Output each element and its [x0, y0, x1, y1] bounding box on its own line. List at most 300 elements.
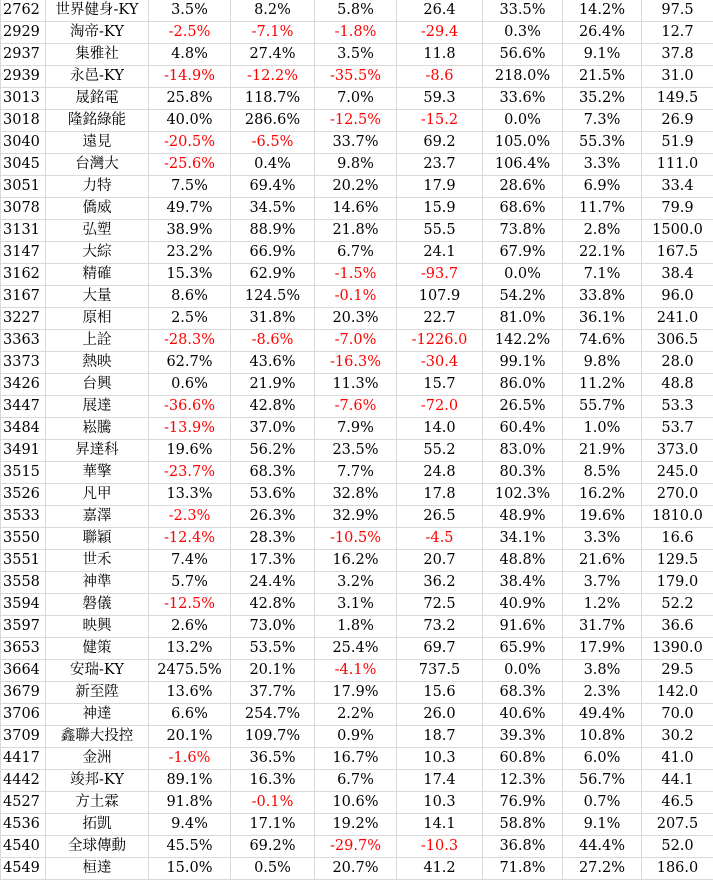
- value-cell-col-4: 15.9: [397, 198, 483, 220]
- value-cell-col-7: 48.8: [642, 374, 713, 396]
- stock-name-cell: 淘帝-KY: [46, 22, 149, 44]
- value-cell-col-5: 71.8%: [483, 858, 563, 880]
- value-cell-col-5: 33.5%: [483, 0, 563, 22]
- value-cell-col-3: 3.1%: [315, 594, 397, 616]
- value-cell-col-7: 1810.0: [642, 506, 713, 528]
- value-cell-col-1: -28.3%: [149, 330, 231, 352]
- value-cell-col-3: 17.9%: [315, 682, 397, 704]
- value-cell-col-6: 9.8%: [563, 352, 642, 374]
- value-cell-col-3: -1.5%: [315, 264, 397, 286]
- stock-code-cell: 3167: [1, 286, 46, 308]
- value-cell-col-1: 15.3%: [149, 264, 231, 286]
- stock-code-cell: 4540: [1, 836, 46, 858]
- value-cell-col-4: -30.4: [397, 352, 483, 374]
- value-cell-col-7: 142.0: [642, 682, 713, 704]
- stock-code-cell: 3664: [1, 660, 46, 682]
- value-cell-col-1: 49.7%: [149, 198, 231, 220]
- stock-name-cell: 神準: [46, 572, 149, 594]
- value-cell-col-6: 22.1%: [563, 242, 642, 264]
- table-row: [1, 726, 713, 748]
- value-cell-col-4: -8.6: [397, 66, 483, 88]
- value-cell-col-4: 55.5: [397, 220, 483, 242]
- value-cell-col-2: 28.3%: [231, 528, 315, 550]
- value-cell-col-6: 44.4%: [563, 836, 642, 858]
- value-cell-col-3: 21.8%: [315, 220, 397, 242]
- stock-code-cell: 2937: [1, 44, 46, 66]
- value-cell-col-3: -12.5%: [315, 110, 397, 132]
- stock-code-cell: 3051: [1, 176, 46, 198]
- value-cell-col-2: -6.5%: [231, 132, 315, 154]
- value-cell-col-2: 53.6%: [231, 484, 315, 506]
- value-cell-col-3: -4.1%: [315, 660, 397, 682]
- value-cell-col-2: 36.5%: [231, 748, 315, 770]
- table-row: [1, 418, 713, 440]
- value-cell-col-6: 1.2%: [563, 594, 642, 616]
- value-cell-col-4: 737.5: [397, 660, 483, 682]
- value-cell-col-2: 24.4%: [231, 572, 315, 594]
- stock-code-cell: 3491: [1, 440, 46, 462]
- value-cell-col-6: 21.6%: [563, 550, 642, 572]
- stock-code-cell: 3018: [1, 110, 46, 132]
- value-cell-col-3: 6.7%: [315, 770, 397, 792]
- stock-name-cell: 精確: [46, 264, 149, 286]
- stock-code-cell: 3594: [1, 594, 46, 616]
- value-cell-col-4: 107.9: [397, 286, 483, 308]
- value-cell-col-7: 97.5: [642, 0, 713, 22]
- table-row: [1, 594, 713, 616]
- value-cell-col-2: 27.4%: [231, 44, 315, 66]
- value-cell-col-4: 15.7: [397, 374, 483, 396]
- value-cell-col-6: 3.3%: [563, 528, 642, 550]
- value-cell-col-4: -29.4: [397, 22, 483, 44]
- value-cell-col-4: 15.6: [397, 682, 483, 704]
- value-cell-col-2: 73.0%: [231, 616, 315, 638]
- stock-name-cell: 磐儀: [46, 594, 149, 616]
- table-row: [1, 198, 713, 220]
- value-cell-col-4: 17.4: [397, 770, 483, 792]
- table-row: [1, 66, 713, 88]
- value-cell-col-5: 105.0%: [483, 132, 563, 154]
- value-cell-col-6: 27.2%: [563, 858, 642, 880]
- value-cell-col-5: 0.3%: [483, 22, 563, 44]
- value-cell-col-3: 9.8%: [315, 154, 397, 176]
- stock-name-cell: 弘塑: [46, 220, 149, 242]
- value-cell-col-3: 33.7%: [315, 132, 397, 154]
- value-cell-col-4: -72.0: [397, 396, 483, 418]
- stock-code-cell: 3447: [1, 396, 46, 418]
- value-cell-col-6: 1.0%: [563, 418, 642, 440]
- value-cell-col-6: 16.2%: [563, 484, 642, 506]
- value-cell-col-2: 66.9%: [231, 242, 315, 264]
- value-cell-col-1: 62.7%: [149, 352, 231, 374]
- value-cell-col-3: 3.2%: [315, 572, 397, 594]
- value-cell-col-1: -14.9%: [149, 66, 231, 88]
- value-cell-col-6: 6.9%: [563, 176, 642, 198]
- value-cell-col-7: 46.5: [642, 792, 713, 814]
- value-cell-col-7: 306.5: [642, 330, 713, 352]
- value-cell-col-3: 14.6%: [315, 198, 397, 220]
- stock-code-cell: 3131: [1, 220, 46, 242]
- value-cell-col-7: 29.5: [642, 660, 713, 682]
- table-row: [1, 792, 713, 814]
- value-cell-col-6: 17.9%: [563, 638, 642, 660]
- value-cell-col-1: 23.2%: [149, 242, 231, 264]
- value-cell-col-7: 44.1: [642, 770, 713, 792]
- stock-code-cell: 4442: [1, 770, 46, 792]
- value-cell-col-3: 20.3%: [315, 308, 397, 330]
- value-cell-col-5: 54.2%: [483, 286, 563, 308]
- stock-name-cell: 力特: [46, 176, 149, 198]
- stock-name-cell: 桓達: [46, 858, 149, 880]
- table-row: [1, 528, 713, 550]
- stock-code-cell: 3653: [1, 638, 46, 660]
- value-cell-col-3: 3.5%: [315, 44, 397, 66]
- value-cell-col-5: 60.4%: [483, 418, 563, 440]
- value-cell-col-1: 91.8%: [149, 792, 231, 814]
- value-cell-col-7: 28.0: [642, 352, 713, 374]
- value-cell-col-5: 40.6%: [483, 704, 563, 726]
- value-cell-col-2: -7.1%: [231, 22, 315, 44]
- value-cell-col-5: 0.0%: [483, 264, 563, 286]
- value-cell-col-2: 124.5%: [231, 286, 315, 308]
- stock-name-cell: 映興: [46, 616, 149, 638]
- value-cell-col-2: 62.9%: [231, 264, 315, 286]
- value-cell-col-4: -10.3: [397, 836, 483, 858]
- value-cell-col-7: 37.8: [642, 44, 713, 66]
- value-cell-col-4: 10.3: [397, 792, 483, 814]
- stock-name-cell: 熱映: [46, 352, 149, 374]
- value-cell-col-1: 2.5%: [149, 308, 231, 330]
- value-cell-col-5: 56.6%: [483, 44, 563, 66]
- value-cell-col-5: 68.6%: [483, 198, 563, 220]
- value-cell-col-5: 48.8%: [483, 550, 563, 572]
- value-cell-col-1: -2.5%: [149, 22, 231, 44]
- stock-code-cell: 3526: [1, 484, 46, 506]
- value-cell-col-4: 14.0: [397, 418, 483, 440]
- value-cell-col-7: 179.0: [642, 572, 713, 594]
- value-cell-col-5: 106.4%: [483, 154, 563, 176]
- stock-name-cell: 華擎: [46, 462, 149, 484]
- table-row: [1, 242, 713, 264]
- table-row: [1, 374, 713, 396]
- value-cell-col-7: 38.4: [642, 264, 713, 286]
- value-cell-col-1: 0.6%: [149, 374, 231, 396]
- stock-code-cell: 3709: [1, 726, 46, 748]
- table-row: [1, 462, 713, 484]
- stock-name-cell: 大量: [46, 286, 149, 308]
- value-cell-col-5: 142.2%: [483, 330, 563, 352]
- value-cell-col-3: 6.7%: [315, 242, 397, 264]
- value-cell-col-7: 36.6: [642, 616, 713, 638]
- value-cell-col-4: 26.0: [397, 704, 483, 726]
- value-cell-col-4: 55.2: [397, 440, 483, 462]
- value-cell-col-7: 31.0: [642, 66, 713, 88]
- value-cell-col-3: -35.5%: [315, 66, 397, 88]
- value-cell-col-7: 53.7: [642, 418, 713, 440]
- value-cell-col-2: 20.1%: [231, 660, 315, 682]
- value-cell-col-7: 207.5: [642, 814, 713, 836]
- value-cell-col-1: 7.5%: [149, 176, 231, 198]
- table-row: [1, 220, 713, 242]
- stock-name-cell: 上詮: [46, 330, 149, 352]
- value-cell-col-1: 25.8%: [149, 88, 231, 110]
- value-cell-col-2: 16.3%: [231, 770, 315, 792]
- value-cell-col-2: 0.5%: [231, 858, 315, 880]
- stock-name-cell: 全球傳動: [46, 836, 149, 858]
- table-row: [1, 176, 713, 198]
- value-cell-col-5: 48.9%: [483, 506, 563, 528]
- value-cell-col-3: 7.7%: [315, 462, 397, 484]
- stock-name-cell: 遠見: [46, 132, 149, 154]
- value-cell-col-6: 19.6%: [563, 506, 642, 528]
- stock-name-cell: 集雅社: [46, 44, 149, 66]
- value-cell-col-7: 12.7: [642, 22, 713, 44]
- value-cell-col-6: 55.3%: [563, 132, 642, 154]
- value-cell-col-2: 254.7%: [231, 704, 315, 726]
- value-cell-col-5: 218.0%: [483, 66, 563, 88]
- value-cell-col-7: 96.0: [642, 286, 713, 308]
- stock-name-cell: 原相: [46, 308, 149, 330]
- value-cell-col-3: 0.9%: [315, 726, 397, 748]
- stock-name-cell: 鑫聯大投控: [46, 726, 149, 748]
- table-row: [1, 572, 713, 594]
- value-cell-col-3: 32.8%: [315, 484, 397, 506]
- value-cell-col-1: 2475.5%: [149, 660, 231, 682]
- table-row: [1, 110, 713, 132]
- value-cell-col-2: 88.9%: [231, 220, 315, 242]
- value-cell-col-6: 26.4%: [563, 22, 642, 44]
- table-row: [1, 638, 713, 660]
- value-cell-col-5: 40.9%: [483, 594, 563, 616]
- value-cell-col-7: 129.5: [642, 550, 713, 572]
- stock-code-cell: 3597: [1, 616, 46, 638]
- value-cell-col-4: -4.5: [397, 528, 483, 550]
- value-cell-col-2: 34.5%: [231, 198, 315, 220]
- value-cell-col-5: 28.6%: [483, 176, 563, 198]
- value-cell-col-1: 13.2%: [149, 638, 231, 660]
- value-cell-col-1: -12.4%: [149, 528, 231, 550]
- value-cell-col-3: 11.3%: [315, 374, 397, 396]
- value-cell-col-2: 42.8%: [231, 594, 315, 616]
- value-cell-col-4: 59.3: [397, 88, 483, 110]
- stock-code-cell: 3551: [1, 550, 46, 572]
- value-cell-col-5: 34.1%: [483, 528, 563, 550]
- value-cell-col-5: 26.5%: [483, 396, 563, 418]
- value-cell-col-1: 19.6%: [149, 440, 231, 462]
- value-cell-col-2: 56.2%: [231, 440, 315, 462]
- value-cell-col-2: 31.8%: [231, 308, 315, 330]
- value-cell-col-1: -25.6%: [149, 154, 231, 176]
- stock-code-cell: 3679: [1, 682, 46, 704]
- value-cell-col-3: -0.1%: [315, 286, 397, 308]
- table-row: [1, 308, 713, 330]
- value-cell-col-5: 81.0%: [483, 308, 563, 330]
- value-cell-col-5: 67.9%: [483, 242, 563, 264]
- table-row: [1, 748, 713, 770]
- value-cell-col-3: 16.7%: [315, 748, 397, 770]
- table-row: [1, 484, 713, 506]
- value-cell-col-6: 9.1%: [563, 814, 642, 836]
- value-cell-col-6: 7.1%: [563, 264, 642, 286]
- value-cell-col-6: 56.7%: [563, 770, 642, 792]
- value-cell-col-3: -1.8%: [315, 22, 397, 44]
- table-row: [1, 616, 713, 638]
- stock-code-cell: 3558: [1, 572, 46, 594]
- stock-code-cell: 4417: [1, 748, 46, 770]
- stock-code-cell: 3550: [1, 528, 46, 550]
- value-cell-col-6: 9.1%: [563, 44, 642, 66]
- value-cell-col-3: 25.4%: [315, 638, 397, 660]
- stock-code-cell: 4527: [1, 792, 46, 814]
- value-cell-col-4: 20.7: [397, 550, 483, 572]
- stock-code-cell: 2762: [1, 0, 46, 22]
- value-cell-col-6: 11.7%: [563, 198, 642, 220]
- value-cell-col-6: 3.7%: [563, 572, 642, 594]
- value-cell-col-7: 30.2: [642, 726, 713, 748]
- value-cell-col-5: 73.8%: [483, 220, 563, 242]
- value-cell-col-7: 186.0: [642, 858, 713, 880]
- value-cell-col-5: 99.1%: [483, 352, 563, 374]
- value-cell-col-2: 37.7%: [231, 682, 315, 704]
- value-cell-col-1: 7.4%: [149, 550, 231, 572]
- value-cell-col-7: 52.0: [642, 836, 713, 858]
- value-cell-col-3: 20.2%: [315, 176, 397, 198]
- value-cell-col-7: 53.3: [642, 396, 713, 418]
- table-row: [1, 396, 713, 418]
- value-cell-col-2: 8.2%: [231, 0, 315, 22]
- value-cell-col-7: 1500.0: [642, 220, 713, 242]
- value-cell-col-6: 2.8%: [563, 220, 642, 242]
- value-cell-col-3: 32.9%: [315, 506, 397, 528]
- table-row: [1, 22, 713, 44]
- value-cell-col-1: 13.3%: [149, 484, 231, 506]
- value-cell-col-2: -8.6%: [231, 330, 315, 352]
- value-cell-col-3: -7.6%: [315, 396, 397, 418]
- value-cell-col-7: 373.0: [642, 440, 713, 462]
- value-cell-col-4: 14.1: [397, 814, 483, 836]
- stock-code-cell: 2939: [1, 66, 46, 88]
- value-cell-col-3: -7.0%: [315, 330, 397, 352]
- stock-name-cell: 安瑞-KY: [46, 660, 149, 682]
- value-cell-col-5: 76.9%: [483, 792, 563, 814]
- value-cell-col-6: 21.5%: [563, 66, 642, 88]
- value-cell-col-4: 26.5: [397, 506, 483, 528]
- table-row: [1, 154, 713, 176]
- stock-code-cell: 3484: [1, 418, 46, 440]
- stock-name-cell: 昇達科: [46, 440, 149, 462]
- value-cell-col-6: 21.9%: [563, 440, 642, 462]
- stock-name-cell: 大綜: [46, 242, 149, 264]
- value-cell-col-3: 5.8%: [315, 0, 397, 22]
- stock-code-cell: 3147: [1, 242, 46, 264]
- value-cell-col-4: 11.8: [397, 44, 483, 66]
- value-cell-col-2: 37.0%: [231, 418, 315, 440]
- value-cell-col-2: 21.9%: [231, 374, 315, 396]
- value-cell-col-1: 5.7%: [149, 572, 231, 594]
- value-cell-col-5: 65.9%: [483, 638, 563, 660]
- value-cell-col-5: 38.4%: [483, 572, 563, 594]
- value-cell-col-3: 19.2%: [315, 814, 397, 836]
- stock-code-cell: 3162: [1, 264, 46, 286]
- table-row: [1, 330, 713, 352]
- stock-name-cell: 拓凱: [46, 814, 149, 836]
- stock-code-cell: 3045: [1, 154, 46, 176]
- stock-name-cell: 金洲: [46, 748, 149, 770]
- value-cell-col-7: 245.0: [642, 462, 713, 484]
- stock-name-cell: 嘉澤: [46, 506, 149, 528]
- value-cell-col-4: 69.7: [397, 638, 483, 660]
- value-cell-col-7: 149.5: [642, 88, 713, 110]
- value-cell-col-4: 73.2: [397, 616, 483, 638]
- value-cell-col-7: 270.0: [642, 484, 713, 506]
- value-cell-col-2: 69.4%: [231, 176, 315, 198]
- stock-code-cell: 3227: [1, 308, 46, 330]
- value-cell-col-4: -93.7: [397, 264, 483, 286]
- value-cell-col-6: 74.6%: [563, 330, 642, 352]
- stock-name-cell: 台興: [46, 374, 149, 396]
- value-cell-col-7: 26.9: [642, 110, 713, 132]
- value-cell-col-4: 17.9: [397, 176, 483, 198]
- value-cell-col-3: 7.9%: [315, 418, 397, 440]
- value-cell-col-3: -10.5%: [315, 528, 397, 550]
- table-row: [1, 858, 713, 880]
- stock-name-cell: 晟銘電: [46, 88, 149, 110]
- stock-name-cell: 凡甲: [46, 484, 149, 506]
- value-cell-col-7: 51.9: [642, 132, 713, 154]
- table-row: [1, 704, 713, 726]
- value-cell-col-1: 4.8%: [149, 44, 231, 66]
- value-cell-col-1: 13.6%: [149, 682, 231, 704]
- value-cell-col-7: 79.9: [642, 198, 713, 220]
- table-row: [1, 132, 713, 154]
- value-cell-col-6: 31.7%: [563, 616, 642, 638]
- value-cell-col-6: 10.8%: [563, 726, 642, 748]
- stock-code-cell: 3040: [1, 132, 46, 154]
- table-row: [1, 770, 713, 792]
- value-cell-col-4: -15.2: [397, 110, 483, 132]
- stock-code-cell: 3706: [1, 704, 46, 726]
- value-cell-col-1: 6.6%: [149, 704, 231, 726]
- value-cell-col-7: 16.6: [642, 528, 713, 550]
- value-cell-col-6: 49.4%: [563, 704, 642, 726]
- value-cell-col-6: 3.8%: [563, 660, 642, 682]
- value-cell-col-4: 17.8: [397, 484, 483, 506]
- stock-name-cell: 世禾: [46, 550, 149, 572]
- value-cell-col-4: 23.7: [397, 154, 483, 176]
- stock-name-cell: 神達: [46, 704, 149, 726]
- table-row: [1, 352, 713, 374]
- value-cell-col-3: 20.7%: [315, 858, 397, 880]
- value-cell-col-3: -29.7%: [315, 836, 397, 858]
- value-cell-col-3: 1.8%: [315, 616, 397, 638]
- value-cell-col-3: 16.2%: [315, 550, 397, 572]
- value-cell-col-6: 55.7%: [563, 396, 642, 418]
- stock-code-cell: 3515: [1, 462, 46, 484]
- value-cell-col-2: -0.1%: [231, 792, 315, 814]
- table-row: [1, 264, 713, 286]
- stock-name-cell: 健策: [46, 638, 149, 660]
- table-row: [1, 286, 713, 308]
- value-cell-col-1: -23.7%: [149, 462, 231, 484]
- value-cell-col-1: -36.6%: [149, 396, 231, 418]
- value-cell-col-2: 109.7%: [231, 726, 315, 748]
- stock-name-cell: 永邑-KY: [46, 66, 149, 88]
- value-cell-col-2: 68.3%: [231, 462, 315, 484]
- value-cell-col-5: 91.6%: [483, 616, 563, 638]
- stock-code-cell: 3013: [1, 88, 46, 110]
- value-cell-col-5: 33.6%: [483, 88, 563, 110]
- value-cell-col-5: 0.0%: [483, 660, 563, 682]
